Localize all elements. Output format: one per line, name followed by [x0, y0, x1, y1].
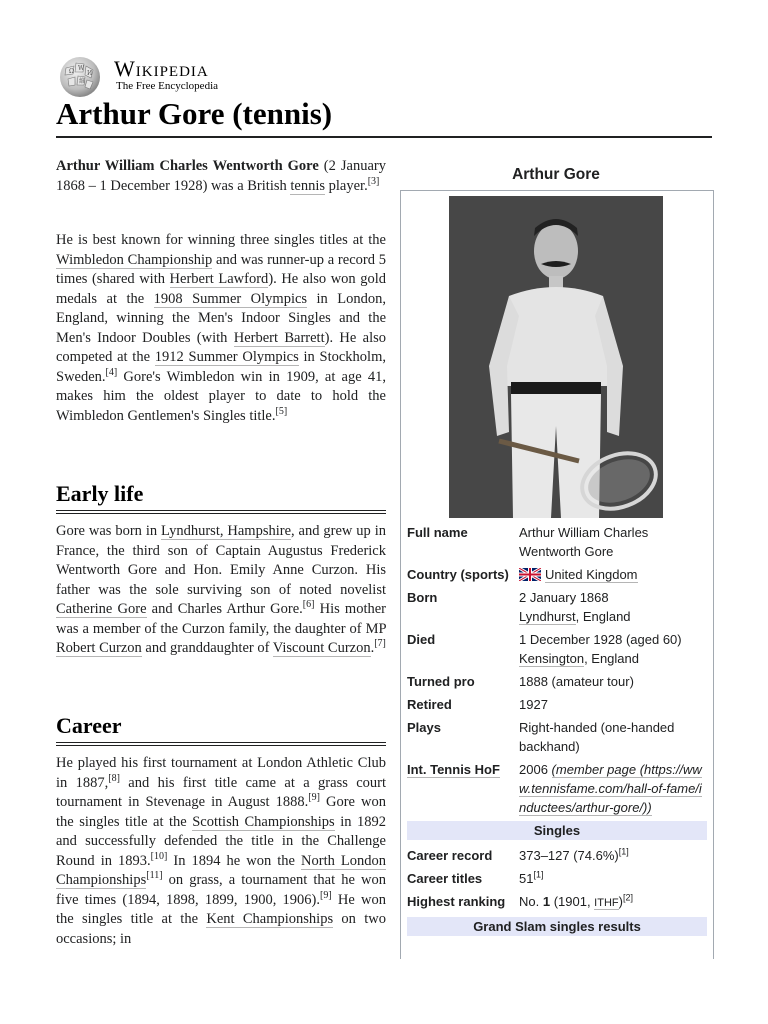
ref-1b[interactable]: [1]: [533, 869, 544, 880]
text: on grass, a tournament that he won five times (1894, 1898, 1899, 1900, 1906).: [56, 872, 386, 908]
intro-paragraph-1: [56, 157, 386, 196]
heading-career: Career: [56, 713, 386, 746]
ref-8[interactable]: [8]: [108, 772, 120, 784]
row-label: [407, 760, 519, 817]
wikipedia-wordmark[interactable]: [114, 56, 209, 82]
text: and Charles Arthur Gore.: [146, 601, 303, 617]
link-catherine-gore[interactable]: Catherine Gore: [56, 601, 147, 617]
link-north-london-championships[interactable]: North London Championships: [56, 852, 386, 888]
text: and granddaughter of: [141, 640, 273, 656]
infobox-row-died: [407, 630, 707, 668]
infobox-row-retired: [407, 695, 707, 714]
ref-11[interactable]: [11]: [146, 870, 163, 882]
link-lyndhurst-hampshire[interactable]: Lyndhurst, Hampshire: [161, 523, 292, 539]
uk-flag-icon: [519, 568, 541, 581]
infobox-row-country: [407, 565, 707, 584]
intro-paragraph-2: [56, 231, 386, 426]
text: , England: [575, 609, 631, 624]
link-member-page[interactable]: (member page (https://www.tennisfame.com/hall-of-fame/inductees/arthur-gore/)): [519, 762, 702, 815]
ref-9[interactable]: [9]: [308, 792, 320, 804]
row-label: Career titles: [407, 871, 483, 886]
row-value: [519, 869, 707, 888]
svg-text:И: И: [87, 70, 93, 77]
ref-3[interactable]: [3]: [367, 175, 380, 187]
row-label: Retired: [407, 697, 452, 712]
link-kent-championships[interactable]: Kent Championships: [206, 911, 334, 927]
text: ): [618, 894, 623, 909]
svg-text:維: 維: [79, 78, 86, 85]
text: and was runner-up a record 5 times (shared with: [56, 251, 386, 287]
text: , and grew up in France, the third son of Captain Augustus Frederick Wentworth Gore and Hon. Emily Anne Curzon. His father was the sole surviving son of noted novelist: [56, 523, 386, 598]
row-label: Career record: [407, 848, 493, 863]
article-subject-name: Arthur William Charles Wentworth Gore: [56, 158, 319, 174]
text: , England: [584, 651, 639, 666]
row-label: Born: [407, 590, 438, 605]
career-paragraph: [56, 754, 386, 954]
link-kensington[interactable]: Kensington: [519, 651, 585, 666]
text: He is best known for winning three singles titles at the: [56, 232, 386, 248]
infobox-row-highest-ranking: [407, 892, 707, 913]
link-united-kingdom[interactable]: United Kingdom: [545, 567, 638, 582]
link-herbert-lawford[interactable]: Herbert Lawford: [169, 271, 269, 287]
text: 2006: [519, 762, 552, 777]
player-photo[interactable]: [449, 196, 663, 518]
link-robert-curzon[interactable]: Robert Curzon: [56, 640, 142, 656]
link-1908-olympics[interactable]: 1908 Summer Olympics: [153, 290, 308, 307]
row-value: [519, 588, 707, 626]
ref-4[interactable]: [4]: [105, 366, 118, 378]
row-label: Turned pro: [407, 674, 475, 689]
infobox-row-hof: [407, 760, 707, 817]
link-lyndhurst[interactable]: Lyndhurst: [519, 609, 576, 624]
row-label: Died: [407, 632, 436, 647]
ref-6[interactable]: [6]: [302, 599, 315, 611]
text: (1901,: [550, 894, 595, 909]
infobox: [400, 190, 714, 959]
link-1912-olympics[interactable]: 1912 Summer Olympics: [154, 349, 299, 365]
svg-text:Ω: Ω: [69, 68, 74, 75]
early-life-paragraph: [56, 522, 386, 659]
link-wimbledon[interactable]: Wimbledon Championship: [56, 251, 213, 268]
text: .: [370, 640, 375, 656]
row-label: Plays: [407, 720, 441, 735]
row-value: Arthur William Charles Wentworth Gore: [519, 525, 649, 559]
link-tennis[interactable]: tennis: [290, 177, 326, 194]
text: in Stockholm, Sweden.: [56, 349, 386, 385]
page-title: Arthur Gore (tennis): [56, 96, 712, 138]
row-value: 1888 (amateur tour): [519, 674, 634, 689]
text: 1 December 1928 (aged 60): [519, 632, 682, 647]
row-label: Highest ranking: [407, 894, 506, 909]
text: 51: [519, 871, 534, 886]
text: (2 January 1868 – 1 December 1928) was a British: [56, 158, 386, 194]
infobox-row-turned-pro: [407, 672, 707, 691]
text: 2 January 1868: [519, 590, 609, 605]
link-tennis-hof[interactable]: Int. Tennis HoF: [407, 762, 500, 777]
wordmark-text: Wikipedia: [114, 56, 209, 81]
text: No.: [519, 894, 543, 909]
infobox-row-plays: [407, 718, 707, 756]
text: 373–127 (74.6%): [519, 848, 619, 863]
rank-number: 1: [542, 894, 551, 909]
infobox-row-career-record: [407, 846, 707, 865]
link-scottish-championships[interactable]: Scottish Championships: [192, 813, 335, 830]
heading-early-life: Early life: [56, 481, 386, 514]
text: ). He also competed at the: [56, 329, 386, 365]
infobox-title: Arthur Gore: [512, 166, 600, 183]
ref-7[interactable]: [7]: [374, 638, 386, 650]
infobox-row-born: [407, 588, 707, 626]
row-value: 1927: [519, 697, 548, 712]
ref-10[interactable]: [10]: [150, 850, 168, 862]
svg-text:W: W: [78, 65, 85, 72]
ref-9b[interactable]: [9]: [320, 889, 332, 901]
link-viscount-curzon[interactable]: Viscount Curzon: [272, 640, 371, 656]
row-value: [519, 846, 707, 865]
infobox-rows: [407, 523, 707, 942]
ref-1[interactable]: [1]: [618, 846, 629, 857]
row-label: Country (sports): [407, 567, 509, 582]
infobox-row-full-name: [407, 523, 707, 561]
text: on two occasions; in: [56, 911, 386, 947]
row-value: [519, 630, 707, 668]
infobox-row-career-titles: [407, 869, 707, 888]
ref-5[interactable]: [5]: [275, 405, 288, 417]
text: and his first title came at a grass court tournament in Stevenage in August 1888.: [56, 774, 386, 810]
text: Gore won the singles title at the: [56, 794, 386, 830]
text: in 1892 and successfully defended the title in the Challenge Round in 1893.: [56, 813, 386, 869]
text: His mother was a member of the Curzon family, the daughter of MP: [56, 601, 386, 637]
text: player.: [325, 177, 368, 194]
text: in London, England, winning the Men's Indoor Singles and the Men's Indoor Doubles (with: [56, 290, 386, 346]
text: Gore's Wimbledon win in 1909, at age 41, makes him the oldest player to date to hold the Wimbledon Gentlemen's Singles title.: [56, 368, 386, 424]
ref-2[interactable]: [2]: [622, 892, 633, 903]
grand-slam-band: Grand Slam singles results: [407, 917, 707, 936]
row-value: [519, 760, 707, 817]
link-herbert-barrett[interactable]: Herbert Barrett: [233, 329, 325, 346]
link-ithf[interactable]: ITHF: [594, 897, 619, 909]
text: Gore was born in: [56, 523, 162, 539]
row-value: Right-handed (one-handed backhand): [519, 720, 675, 754]
text: In 1894 he won the: [167, 852, 302, 869]
text: ). He also won gold medals at the: [56, 271, 387, 307]
text: He won the singles title at the: [56, 891, 386, 927]
row-label: Full name: [407, 525, 468, 540]
site-tagline: The Free Encyclopedia: [116, 80, 219, 92]
row-value: [519, 892, 707, 913]
text: He played his first tournament at London Athletic Club in 1887,: [56, 755, 386, 791]
wikipedia-globe-logo[interactable]: [56, 54, 104, 98]
singles-band: Singles: [407, 821, 707, 840]
row-value: [519, 565, 707, 584]
